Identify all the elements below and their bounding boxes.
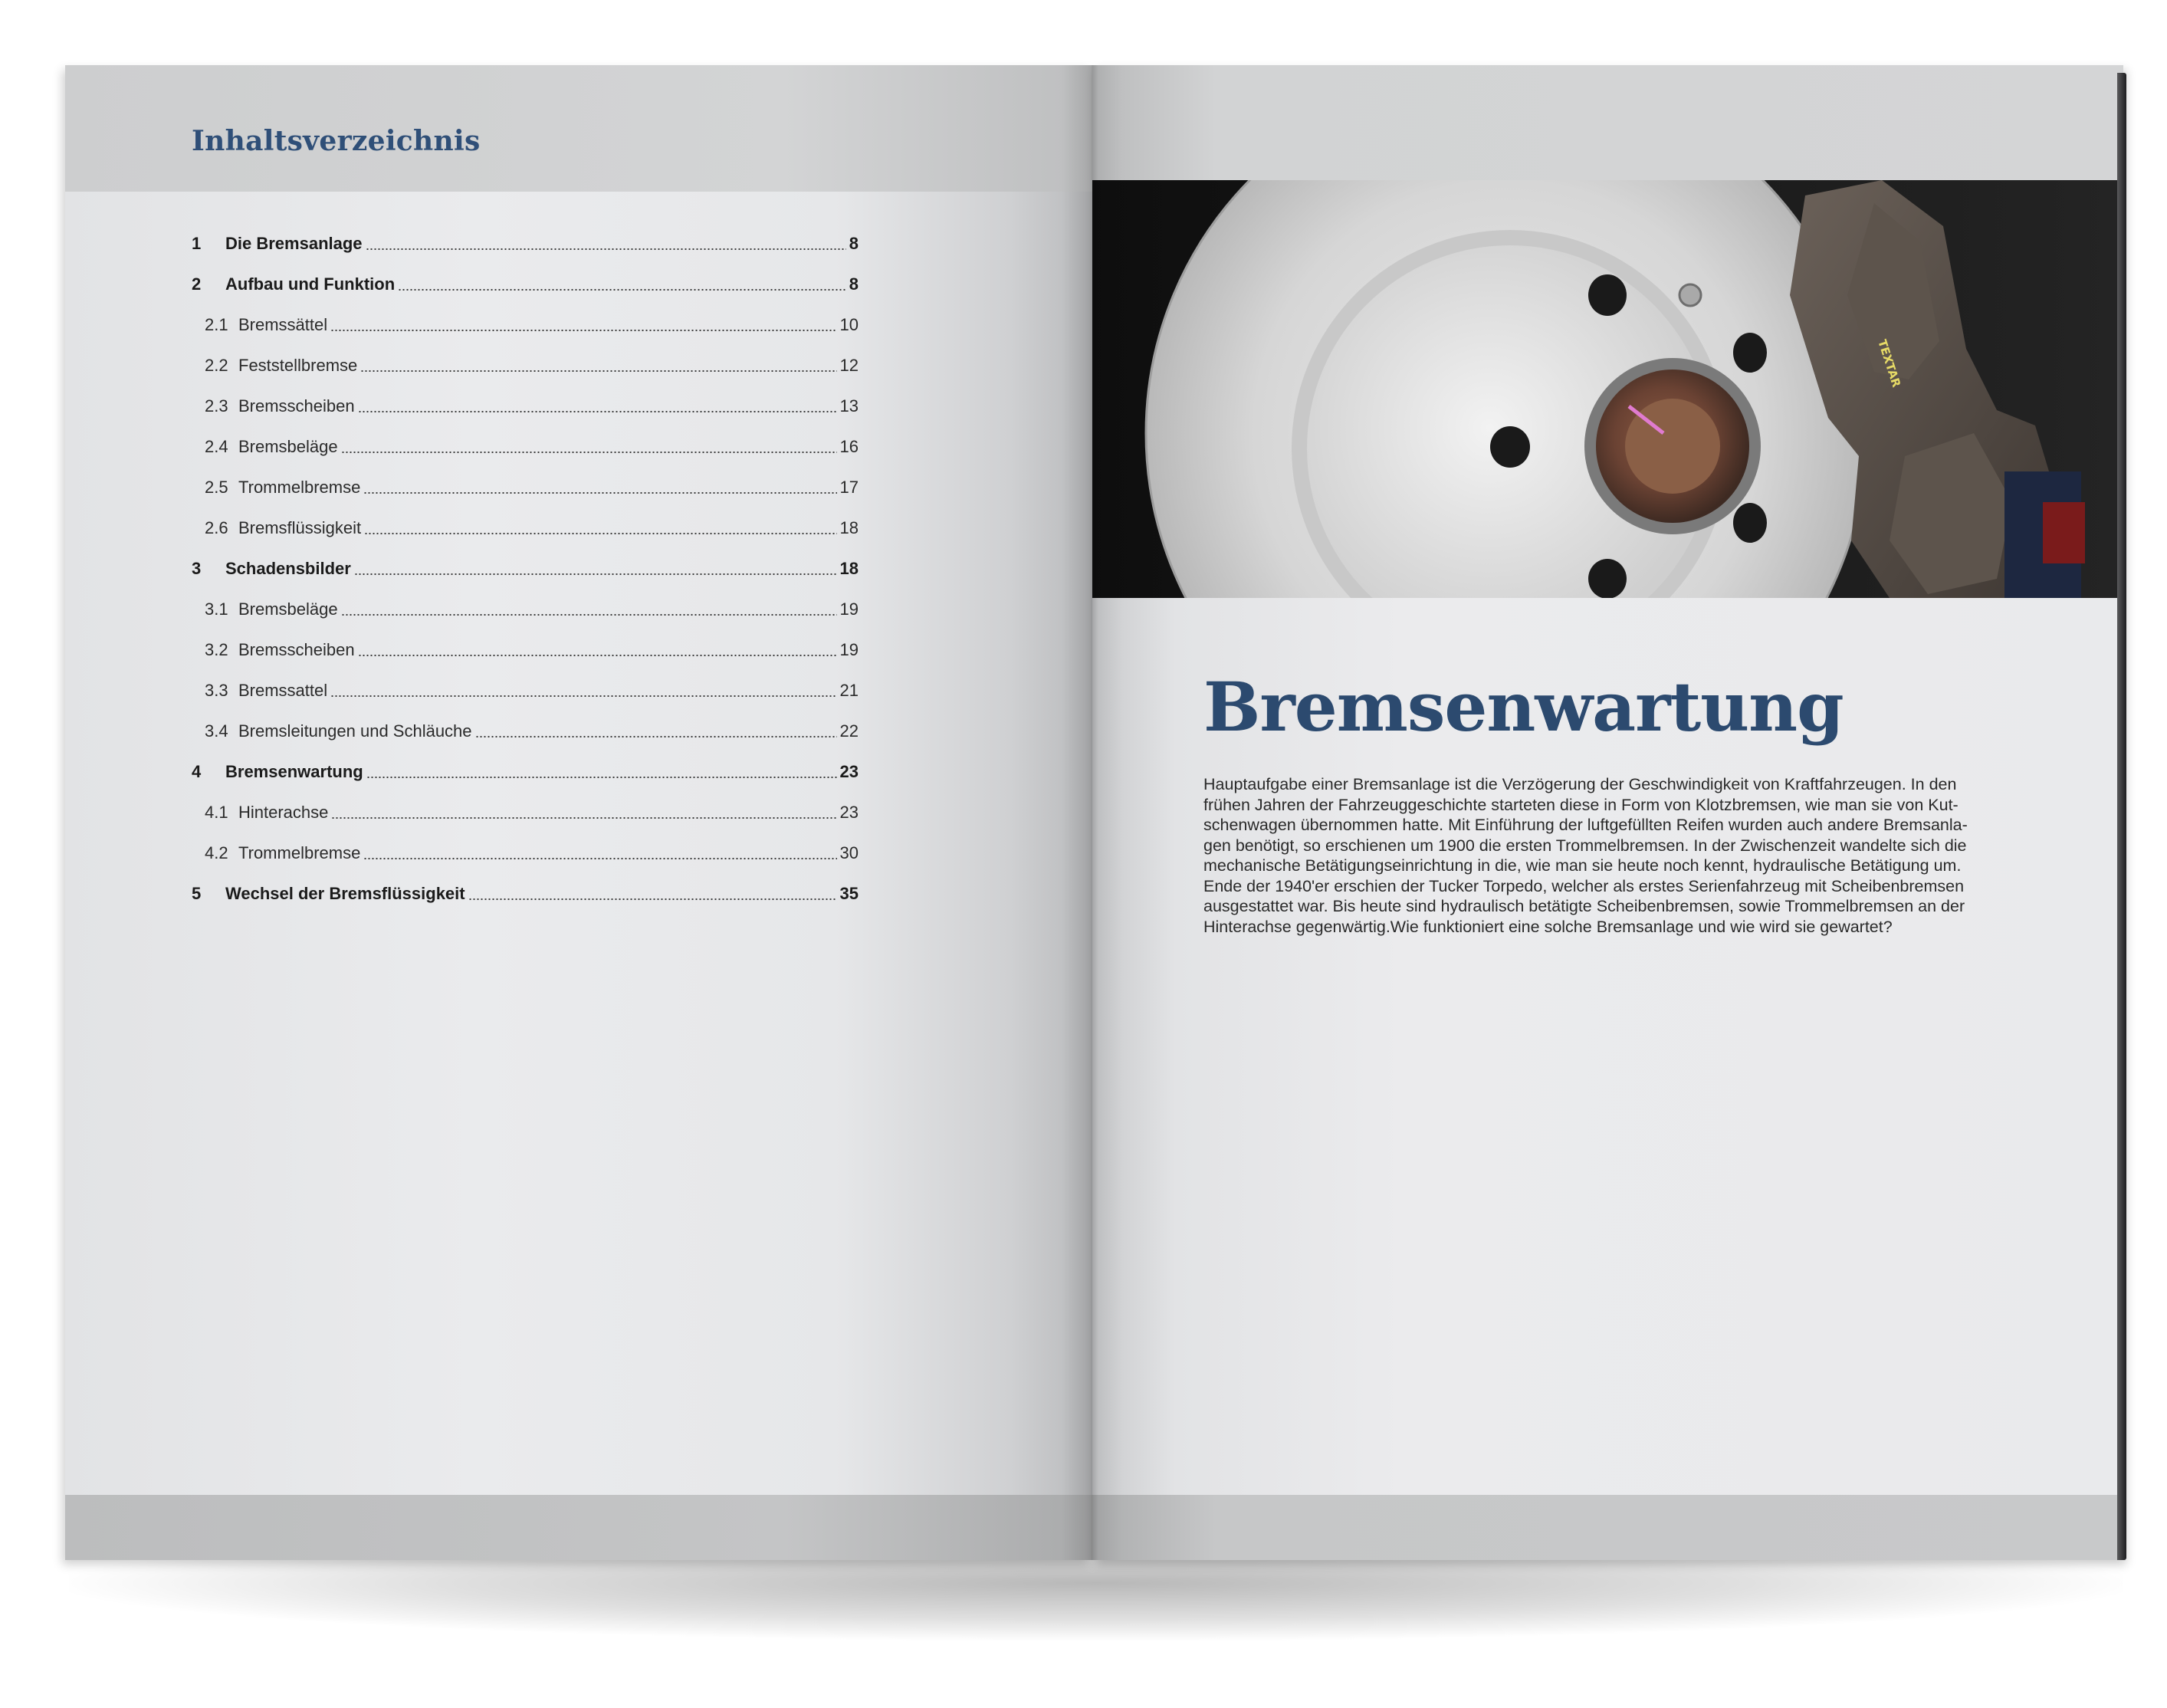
caliper-brand-text: TEXTAR	[1875, 337, 1904, 389]
toc-entry-page: 23	[839, 803, 859, 822]
left-page	[65, 65, 1092, 1560]
toc-entry-number: 3.3	[205, 681, 228, 700]
toc-entry-number: 2.2	[205, 356, 228, 375]
toc-leader-dots	[341, 614, 837, 616]
toc-entry-number: 2	[192, 274, 202, 294]
toc-entry-page: 8	[849, 234, 859, 253]
page-edge	[2117, 73, 2126, 1560]
toc-entry-page: 13	[839, 396, 859, 416]
toc-leader-dots	[398, 289, 846, 291]
toc-leader-dots	[331, 817, 836, 819]
toc-entry-page: 23	[839, 762, 859, 781]
toc-leader-dots	[468, 898, 837, 900]
toc-entry	[192, 213, 859, 254]
toc-entry-label: Aufbau und Funktion	[225, 274, 396, 294]
toc-leader-dots	[330, 330, 836, 331]
toc-entry	[192, 579, 859, 619]
toc-entry-page: 35	[839, 884, 859, 903]
toc-leader-dots	[330, 695, 836, 697]
paragraph-line: schenwagen übernommen hatte. Mit Einführung der luftgefüllten Reifen wurden auch andere Bremsanla-	[1203, 816, 1968, 834]
toc-entry-page: 17	[839, 478, 859, 497]
toc-leader-dots	[366, 248, 846, 250]
intro-paragraph	[1203, 774, 2001, 937]
toc-entry-label: Bremsscheiben	[238, 396, 355, 416]
toc-entry	[192, 782, 859, 823]
toc-entry-page: 21	[839, 681, 859, 700]
toc-entry	[192, 294, 859, 335]
toc-entry-number: 2.5	[205, 478, 228, 497]
toc-entry-number: 2.1	[205, 315, 228, 334]
toc-entry	[192, 741, 859, 782]
paragraph-line: Hauptaufgabe einer Bremsanlage ist die Verzögerung der Geschwindigkeit von Kraftfahrzeugen. In den	[1203, 775, 1957, 793]
toc-entry-page: 16	[839, 437, 859, 456]
toc-entry-label: Schadensbilder	[225, 559, 351, 578]
right-header-band	[1092, 65, 2123, 180]
toc-entry	[192, 823, 859, 863]
toc-leader-dots	[360, 370, 836, 372]
toc-leader-dots	[475, 736, 837, 737]
paragraph-line: ausgestattet war. Bis heute sind hydraulisch betätigte Scheibenbremsen, sowie Trommelbremsen an der	[1203, 897, 1965, 915]
toc-entry-label: Bremsleitungen und Schläuche	[238, 721, 472, 741]
toc-leader-dots	[363, 492, 836, 494]
toc-entry-label: Feststellbremse	[238, 356, 358, 375]
toc-entry-label: Bremsflüssigkeit	[238, 518, 362, 537]
toc-entry	[192, 457, 859, 498]
toc-entry	[192, 863, 859, 904]
toc-entry-label: Bremsbeläge	[238, 599, 338, 619]
toc-entry	[192, 335, 859, 376]
toc-entry	[192, 701, 859, 741]
toc-entry-label: Bremsenwartung	[225, 762, 363, 781]
toc-entry-page: 19	[839, 599, 859, 619]
toc-entry-number: 4.1	[205, 803, 228, 822]
toc-entry-label: Bremssattel	[238, 681, 328, 700]
brake-disc-photo	[1092, 180, 2123, 598]
paragraph-line: frühen Jahren der Fahrzeuggeschichte starteten diese in Form von Klotzbremsen, wie man sie von Kut-	[1203, 795, 1959, 814]
toc-entry-page: 12	[839, 356, 859, 375]
toc-entry-page: 10	[839, 315, 859, 334]
toc-entry	[192, 254, 859, 294]
paragraph-line: gen benötigt, so erschienen um 1900 die ersten Trommelbremsen. In der Zwischenzeit wandelte sich die	[1203, 836, 1967, 855]
toc-entry	[192, 538, 859, 579]
spine-shadow	[1062, 65, 1123, 1560]
toc-entry-label: Wechsel der Bremsflüssigkeit	[225, 884, 465, 903]
toc-entry-number: 2.3	[205, 396, 228, 416]
toc-entry-number: 4.2	[205, 843, 228, 862]
toc-entry-label: Hinterachse	[238, 803, 329, 822]
toc-entry-number: 1	[192, 234, 202, 253]
toc-entry	[192, 416, 859, 457]
table-of-contents	[192, 213, 859, 904]
right-page	[1092, 65, 2123, 1560]
toc-entry-page: 8	[849, 274, 859, 294]
toc-leader-dots	[358, 655, 837, 656]
toc-entry-number: 3	[192, 559, 202, 578]
paragraph-line: Ende der 1940'er erschien der Tucker Torpedo, welcher als erstes Serienfahrzeug mit Scheibenbremsen	[1203, 876, 1965, 895]
left-footer-band	[65, 1495, 1092, 1560]
toc-entry-number: 2.6	[205, 518, 228, 537]
page-heading: Bremsenwartung	[1203, 667, 1844, 747]
toc-entry-label: Trommelbremse	[238, 478, 361, 497]
toc-entry-label: Bremsscheiben	[238, 640, 355, 659]
toc-entry	[192, 498, 859, 538]
toc-entry-number: 2.4	[205, 437, 228, 456]
right-footer-band	[1092, 1495, 2123, 1560]
paragraph-line: Hinterachse gegenwärtig.Wie funktioniert eine solche Bremsanlage und wie wird sie gewartet?	[1203, 917, 1893, 936]
toc-entry-label: Die Bremsanlage	[225, 234, 363, 253]
toc-entry	[192, 619, 859, 660]
toc-entry	[192, 660, 859, 701]
toc-entry-page: 19	[839, 640, 859, 659]
toc-entry-page: 30	[839, 843, 859, 862]
toc-entry-label: Bremssättel	[238, 315, 328, 334]
toc-leader-dots	[358, 411, 837, 412]
toc-entry-number: 3.2	[205, 640, 228, 659]
toc-leader-dots	[341, 452, 837, 453]
toc-entry-label: Trommelbremse	[238, 843, 361, 862]
toc-title: Inhaltsverzeichnis	[192, 125, 481, 157]
toc-leader-dots	[366, 777, 837, 778]
toc-entry	[192, 376, 859, 416]
toc-entry-number: 5	[192, 884, 202, 903]
toc-entry-page: 18	[839, 559, 859, 578]
toc-entry-page: 18	[839, 518, 859, 537]
toc-leader-dots	[363, 858, 836, 859]
toc-leader-dots	[354, 573, 837, 575]
toc-entry-label: Bremsbeläge	[238, 437, 338, 456]
toc-entry-number: 4	[192, 762, 202, 781]
toc-leader-dots	[364, 533, 836, 534]
toc-entry-number: 3.4	[205, 721, 228, 741]
paragraph-line: mechanische Betätigungseinrichtung in die, wie man sie heute noch kennt, hydraulische Betätigung um.	[1203, 856, 1962, 875]
toc-entry-number: 3.1	[205, 599, 228, 619]
toc-entry-page: 22	[839, 721, 859, 741]
